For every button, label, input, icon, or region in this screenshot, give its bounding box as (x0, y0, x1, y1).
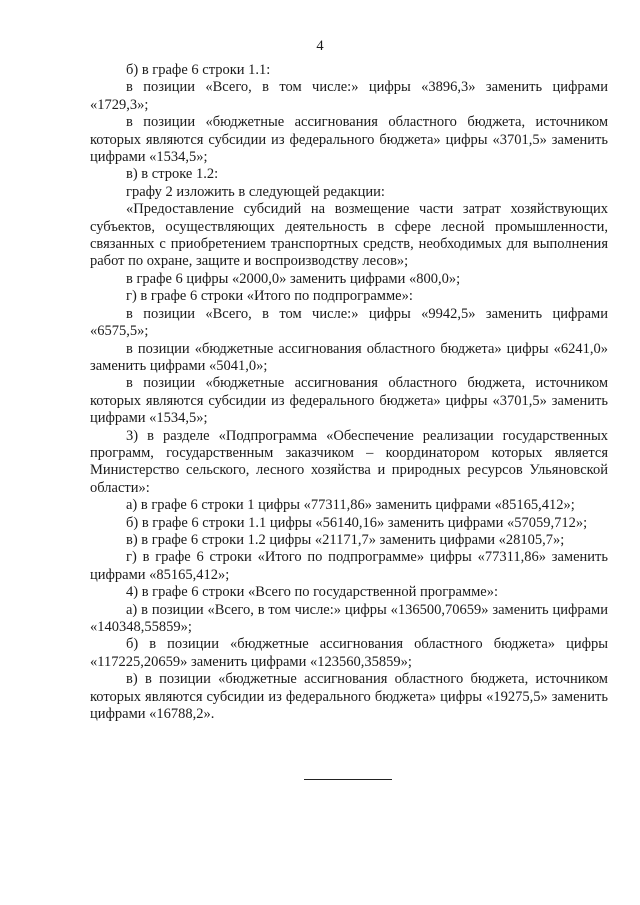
end-divider-line (304, 779, 392, 780)
paragraph: в позиции «Всего, в том числе:» цифры «3896,3» заменить цифрами «1729,3»; (90, 79, 608, 113)
paragraph: 3) в разделе «Подпрограмма «Обеспечение реализации государственных программ, государственным заказчиком – координатором которых является Министерство сельского, лесного хозяйства и природных ресурсов Ульяновской области»: (90, 427, 608, 496)
paragraph: графу 2 изложить в следующей редакции: (126, 183, 385, 200)
paragraph: в графе 6 цифры «2000,0» заменить цифрами «800,0»; (126, 270, 461, 287)
paragraph: в позиции «бюджетные ассигнования областного бюджета, источником которых являются субсидии из федерального бюджета» цифры «3701,5» заменить цифрами «1534,5»; (90, 114, 608, 166)
paragraph: г) в графе 6 строки «Итого по подпрограмме»: (126, 288, 413, 305)
paragraph: а) в графе 6 строки 1 цифры «77311,86» заменить цифрами «85165,412»; (126, 497, 575, 514)
paragraph: в позиции «бюджетные ассигнования областного бюджета, источником которых являются субсидии из федерального бюджета» цифры «3701,5» заменить цифрами «1534,5»; (90, 375, 608, 427)
paragraph: б) в позиции «бюджетные ассигнования областного бюджета» цифры «117225,20659» заменить цифрами «123560,35859»; (90, 636, 608, 670)
paragraph: в) в строке 1.2: (126, 166, 219, 183)
paragraph: в позиции «бюджетные ассигнования областного бюджета» цифры «6241,0» заменить цифрами «5041,0»; (90, 340, 608, 374)
paragraph: в) в графе 6 строки 1.2 цифры «21171,7» заменить цифрами «28105,7»; (126, 531, 565, 548)
paragraph: «Предоставление субсидий на возмещение части затрат хозяйствующих субъектов, осуществляющих деятельность в сфере лесной промышленности, связанных с приобретением транспортных средств, необходимых для выполнения работ по охране, защите и воспроизводству лесов»; (90, 201, 608, 270)
paragraph: в позиции «Всего, в том числе:» цифры «9942,5» заменить цифрами «6575,5»; (90, 305, 608, 340)
paragraph: в) в позиции «бюджетные ассигнования областного бюджета, источником которых являются субсидии из федерального бюджета» цифры «19275,5» заменить цифрами «16788,2». (90, 671, 608, 723)
paragraph: б) в графе 6 строки 1.1: (126, 62, 271, 78)
document-body (90, 62, 608, 723)
paragraph: а) в позиции «Всего, в том числе:» цифры «136500,70659» заменить цифрами «140348,55859»; (90, 601, 608, 635)
paragraph: 4) в графе 6 строки «Всего по государственной программе»: (126, 584, 499, 601)
paragraph: г) в графе 6 строки «Итого по подпрограмме» цифры «77311,86» заменить цифрами «85165,412»; (90, 549, 608, 583)
page-number: 4 (316, 38, 324, 54)
paragraph: б) в графе 6 строки 1.1 цифры «56140,16» заменить цифрами «57059,712»; (126, 514, 588, 531)
